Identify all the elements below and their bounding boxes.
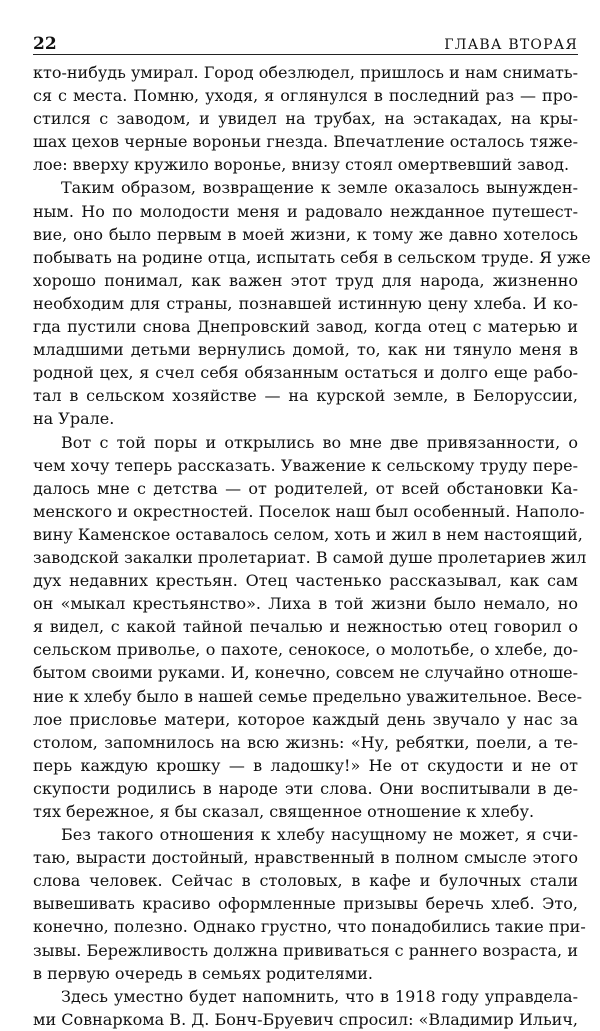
text-line: вие, оно было первым в моей жизни, к тому же давно хотелось [33,224,578,244]
text-line: гда пустили снова Днепровский завод, когда отец с матерью и [33,317,578,337]
paragraph [33,176,591,430]
text-line: скупости родились в народе эти слова. Они воспитывали в де- [33,778,578,798]
text-line: сельском приволье, о пахоте, сенокосе, о молотьбе, о хлебе, до- [33,640,578,660]
text-line: хорошо понимал, как важен этот труд для народа, жизненно [33,270,578,290]
text-line: на Урале. [33,409,115,429]
text-line: столом, запомнилось на всю жизнь: «Ну, ребятки, поели, а те- [33,732,578,752]
text-line: побывать на родине отца, испытать себя в сельском труде. Я уже [33,247,591,267]
text-line: Без такого отношения к хлебу насущному не может, я счи- [61,825,578,845]
paragraph [33,61,578,176]
paragraph [33,431,587,824]
text-line: лое: вверху кружило воронье, внизу стоял омертвевший завод. [33,155,570,175]
text-line: заводской закалки пролетариат. В самой душе пролетариев жил [33,547,587,567]
text-line: вывешивать красиво оформленные призывы беречь хлеб. Это, [33,894,578,914]
running-head: ГЛАВА ВТОРАЯ [444,37,578,53]
text-line: зывы. Бережливость должна прививаться с раннего возраста, и [33,940,578,960]
text-line: я видел, с какой тайной печалью и нежностью отец говорил о [33,617,578,637]
text-line: кто-нибудь умирал. Город обезлюдел, пришлось и нам снимать- [33,63,578,82]
text-line: ся с места. Помню, уходя, я оглянулся в последний раз — про- [33,86,578,106]
text-line: бытом своими руками. И, конечно, совсем не случайно отноше- [33,663,578,683]
text-line: чем хочу теперь рассказать. Уважение к сельскому труду пере- [33,455,578,475]
text-line: в первую очередь в семьях родителями. [33,963,373,983]
text-line: тях бережное, я бы сказал, священное отношение к хлебу. [33,802,535,821]
page-number: 22 [33,34,57,54]
text-line: Таким образом, возвращение к земле оказалось вынужден- [61,178,578,198]
text-line: менского и окрестностей. Поселок наш был особенный. Наполо- [33,501,585,521]
text-line: стился с заводом, и увидел на трубах, на эстакадах, на кры- [33,109,578,129]
text-line: таю, вырасти достойный, нравственный в полном смысле этого [33,848,578,868]
text-line: лое присловье матери, которое каждый день звучало у нас за [33,709,578,729]
text-line: шах цехов черные вороньи гнезда. Впечатление осталось тяже- [33,132,578,152]
text-line: ми Совнаркома В. Д. Бонч-Бруевич спросил: «Владимир Ильич, [33,1009,578,1029]
text-line: младшими детьми вернулись домой, то, как ни тянуло меня в [33,340,578,360]
paragraph [33,985,578,1031]
text-line: ние к хлебу было в нашей семье предельно уважительное. Весе- [33,686,583,706]
text-line: он «мыкал крестьянство». Лиха в той жизни было немало, но [33,594,578,614]
body-text [33,61,591,1031]
text-line: ным. Но по молодости меня и радовало нежданное путешест- [33,201,578,221]
paragraph [33,823,586,985]
text-line: конечно, полезно. Однако грустно, что понадобились такие при- [33,917,586,937]
text-line: необходим для страны, познавшей истинную цену хлеба. И ко- [33,293,578,313]
text-line: тал в сельском хозяйстве — на курской земле, в Белоруссии, [33,386,578,406]
text-line: далось мне с детства — от родителей, от всей обстановки Ка- [33,478,578,498]
text-line: вину Каменское оставалось селом, хоть и жил в нем настоящий, [33,524,583,544]
text-line: Здесь уместно будет напомнить, что в 1918 году управдела- [61,986,578,1006]
text-line: дух недавних крестьян. Отец частенько рассказывал, как сам [33,571,578,591]
text-line: перь каждую крошку — в ладошку!» Не от скудости и не от [33,755,578,775]
page-header [33,34,578,55]
text-line: слова человек. Сейчас в столовых, в кафе и булочных стали [33,871,578,891]
text-line: родной цех, я счел себя обязанным остаться и долго еще рабо- [33,363,578,383]
text-line: Вот с той поры и открылись во мне две привязанности, о [61,432,578,452]
